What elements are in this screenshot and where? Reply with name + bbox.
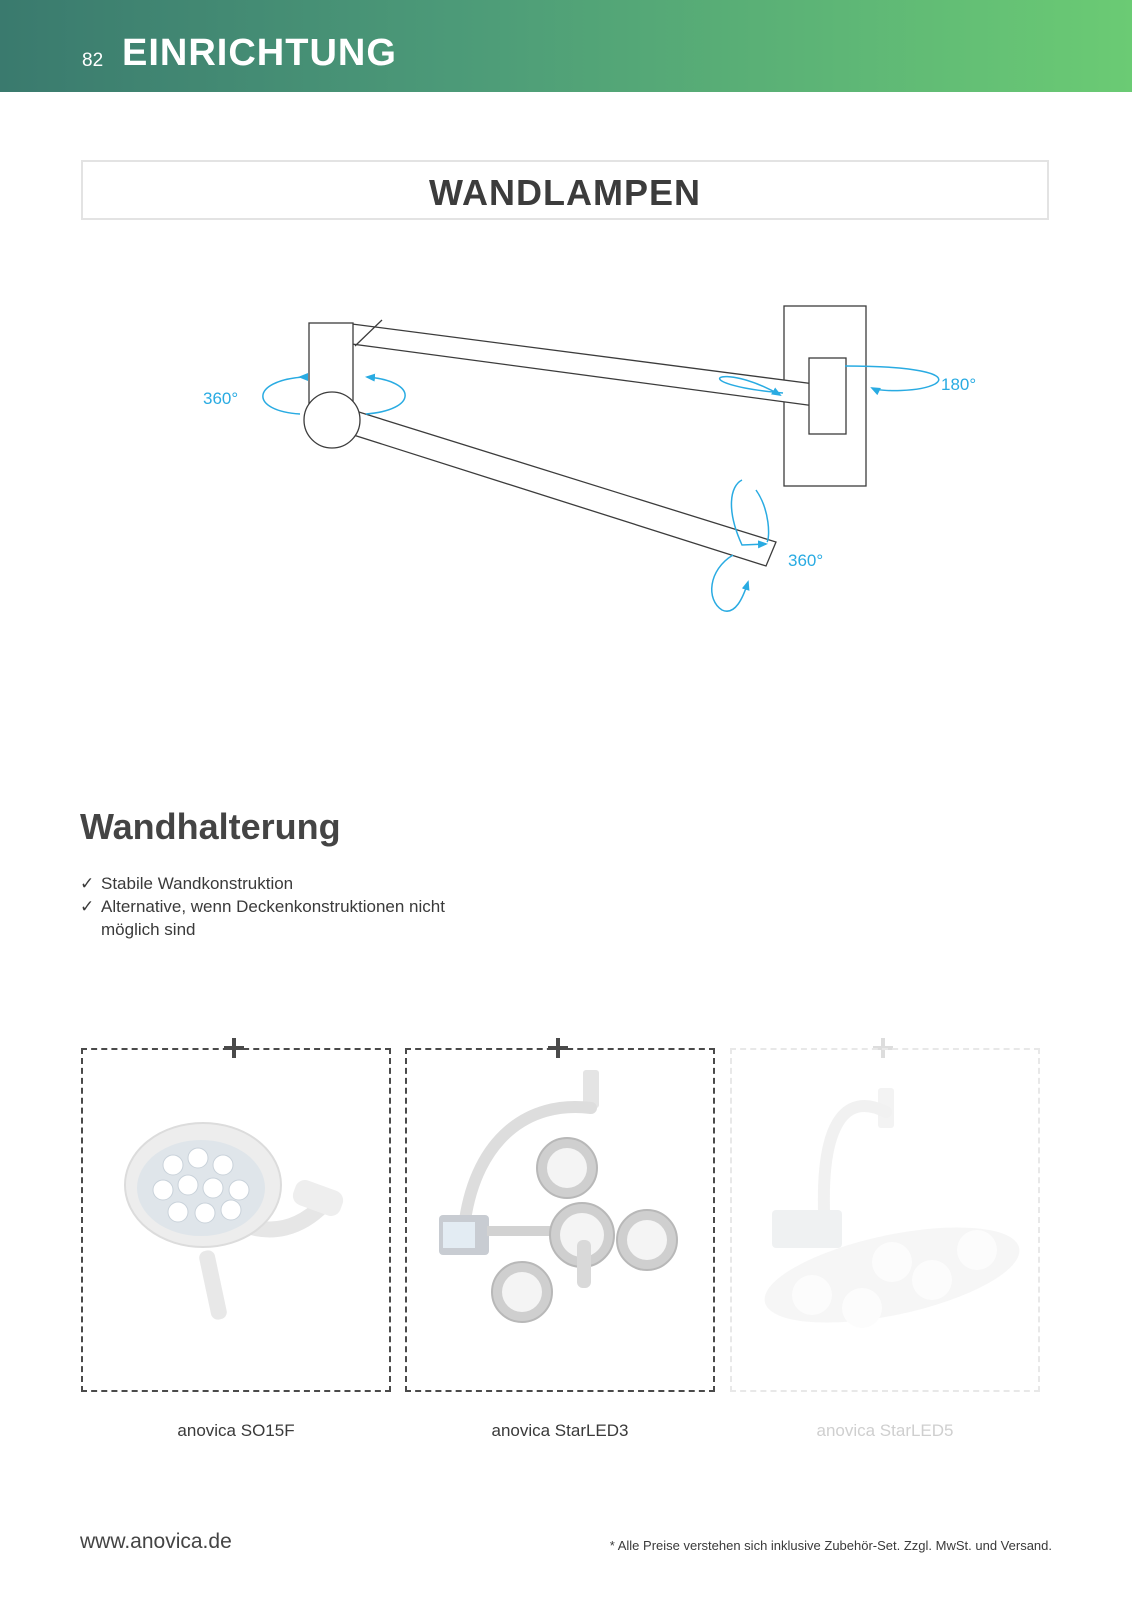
- check-icon: ✓: [80, 897, 95, 916]
- price-footnote: * Alle Preise verstehen sich inklusive Zubehör-Set. Zzgl. MwSt. und Versand.: [609, 1538, 1052, 1553]
- product-name-so15f[interactable]: anovica SO15F: [177, 1421, 295, 1440]
- lamp-starled5-image: [732, 1050, 1038, 1390]
- website-link[interactable]: www.anovica.de: [80, 1530, 232, 1553]
- section-title: WANDLAMPEN: [429, 172, 701, 213]
- lamp-starled3-image: [407, 1050, 713, 1390]
- section-title-box: [81, 160, 1049, 220]
- wall-bracket: [809, 358, 846, 434]
- page-number: 82: [82, 50, 104, 71]
- label-360-left: 360°: [203, 389, 239, 408]
- product-card-starled5: [730, 1048, 1040, 1392]
- header-bar: [0, 0, 1132, 92]
- joint-circle: [304, 392, 360, 448]
- feature-text: Alternative, wenn Deckenkonstruktionen nicht möglich sind: [101, 897, 445, 939]
- lamp-so15f-image: [83, 1050, 389, 1390]
- check-icon: ✓: [80, 874, 95, 893]
- upper-arm: [352, 324, 830, 408]
- chapter-title: EINRICHTUNG: [122, 32, 397, 74]
- mount-title: Wandhalterung: [80, 806, 341, 847]
- product-name-starled3[interactable]: anovica StarLED3: [491, 1421, 629, 1440]
- wall-arm-diagram: [0, 280, 1132, 640]
- lower-arm: [344, 408, 776, 566]
- feature-item: [80, 895, 461, 941]
- feature-list: [80, 872, 461, 941]
- feature-text: Stabile Wandkonstruktion: [101, 874, 294, 893]
- product-card-starled3[interactable]: [405, 1048, 715, 1392]
- product-card-so15f[interactable]: [81, 1048, 391, 1392]
- product-name-starled5: anovica StarLED5: [816, 1421, 954, 1440]
- label-180: 180°: [941, 375, 977, 394]
- feature-item: [80, 872, 461, 895]
- label-360-arm: 360°: [788, 551, 824, 570]
